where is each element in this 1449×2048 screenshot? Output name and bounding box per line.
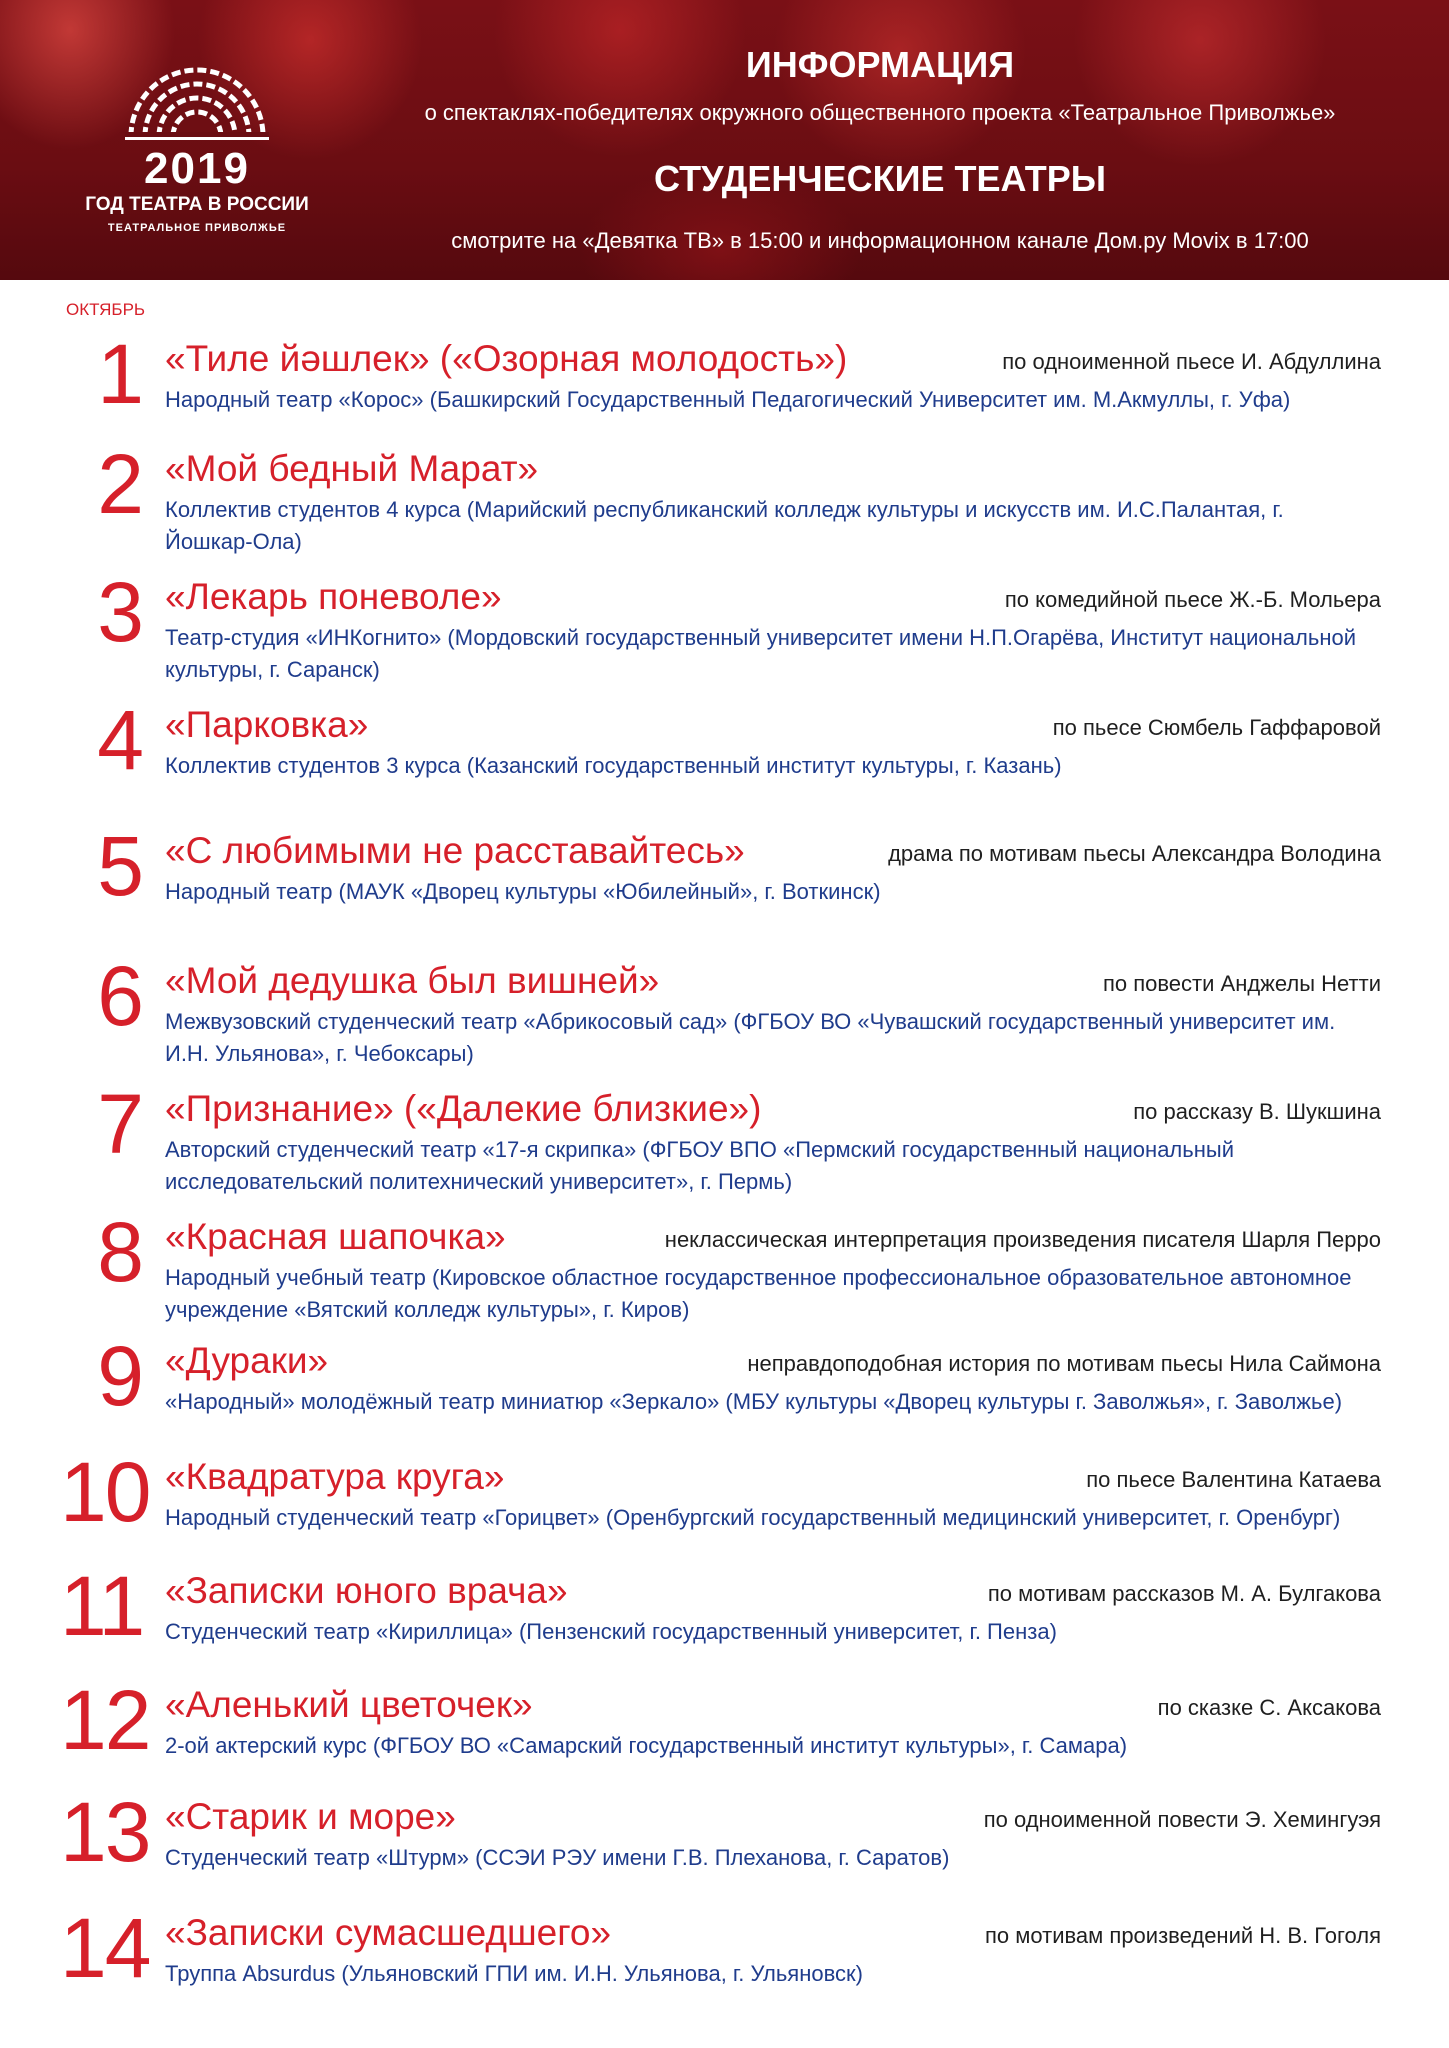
troupe-info: Коллектив студентов 4 курса (Марийский республиканский колледж культуры и искусств им. И.С.Палантая, г. Йошкар-Ола) xyxy=(165,497,1284,554)
play-title: «Признание» («Далекие близкие») xyxy=(165,1088,762,1129)
entry-number: 3 xyxy=(97,565,142,659)
logo-year: 2019 xyxy=(144,144,250,193)
play-title: «С любимыми не расставайтесь» xyxy=(165,830,745,871)
troupe-info: Межвузовский студенческий театр «Абрикосовый сад» (ФГБОУ ВО «Чувашский государственный университет им. И.Н. Ульянова», г. Чебоксары) xyxy=(165,1009,1336,1066)
play-author: неправдоподобная история по мотивам пьесы Нила Саймона xyxy=(747,1351,1381,1376)
play-title: «Аленький цветочек» xyxy=(165,1684,533,1725)
play-title: «Квадратура круга» xyxy=(165,1456,505,1497)
play-author: по одноименной пьесе И. Абдуллина xyxy=(1002,349,1381,374)
entry-number: 7 xyxy=(97,1077,142,1171)
play-author: по пьесе Сюмбель Гаффаровой xyxy=(1052,715,1381,740)
troupe-info: Народный студенческий театр «Горицвет» (Оренбургский государственный медицинский университет, г. Оренбург) xyxy=(165,1505,1341,1530)
play-title: «Записки сумасшедшего» xyxy=(165,1912,612,1953)
troupe-info: 2-ой актерский курс (ФГБОУ ВО «Самарский государственный институт культуры», г. Самара) xyxy=(165,1733,1128,1758)
entry-number: 8 xyxy=(97,1205,142,1299)
play-author: неклассическая интерпретация произведения писателя Шарля Перро xyxy=(664,1227,1381,1252)
entry-number: 11 xyxy=(60,1559,144,1653)
troupe-info: Студенческий театр «Кириллица» (Пензенский государственный университет, г. Пенза) xyxy=(165,1619,1057,1644)
play-title: «Лекарь поневоле» xyxy=(165,576,502,617)
play-title: «Дураки» xyxy=(165,1340,329,1381)
logo-caption: ГОД ТЕАТРА В РОССИИ xyxy=(85,194,309,215)
play-title: «Тиле йәшлек» («Озорная молодость») xyxy=(165,338,848,379)
troupe-info: «Народный» молодёжный театр миниатюр «Зеркало» (МБУ культуры «Дворец культуры г. Заволжья», г. Заволжье) xyxy=(165,1389,1343,1414)
entry-number: 12 xyxy=(60,1673,150,1767)
play-author: по пьесе Валентина Катаева xyxy=(1086,1467,1381,1492)
theatre-hall-icon xyxy=(125,58,269,140)
play-author: по сказке С. Аксакова xyxy=(1157,1695,1381,1720)
troupe-info: Народный учебный театр (Кировское областное государственное профессиональное образовательное автономное учреждение «Вятский колледж культуры», г. Киров) xyxy=(165,1265,1352,1322)
entry-number: 6 xyxy=(97,949,142,1043)
play-author: драма по мотивам пьесы Александра Володина xyxy=(888,841,1381,866)
troupe-info: Народный театр (МАУК «Дворец культуры «Юбилейный», г. Воткинск) xyxy=(165,879,881,904)
play-author: по мотивам рассказов М. А. Булгакова xyxy=(987,1581,1381,1606)
entry-number: 10 xyxy=(60,1445,150,1539)
broadcast-info: смотрите на «Девятка ТВ» в 15:00 и информационном канале Дом.ру Movix в 17:00 xyxy=(451,228,1309,253)
troupe-info: Труппа Absurdus (Ульяновский ГПИ им. И.Н. Ульянова, г. Ульяновск) xyxy=(165,1961,863,1986)
play-author: по мотивам произведений Н. В. Гоголя xyxy=(984,1923,1381,1948)
play-author: по рассказу В. Шукшина xyxy=(1133,1099,1381,1124)
troupe-info: Коллектив студентов 3 курса (Казанский государственный институт культуры, г. Казань) xyxy=(165,753,1062,778)
logo xyxy=(62,58,332,248)
entry-number: 13 xyxy=(60,1785,150,1879)
entry-number: 2 xyxy=(97,437,142,531)
play-author: по комедийной пьесе Ж.-Б. Мольера xyxy=(1004,587,1381,612)
play-author: по повести Анджелы Нетти xyxy=(1102,971,1381,996)
month-label: ОКТЯБРЬ xyxy=(66,300,146,319)
entry-number: 9 xyxy=(97,1329,142,1423)
play-title: «Красная шапочка» xyxy=(165,1216,506,1257)
header-banner xyxy=(0,0,1449,280)
play-title: «Мой дедушка был вишней» xyxy=(165,960,660,1001)
entry-number: 5 xyxy=(97,819,142,913)
entry-number: 14 xyxy=(60,1901,150,1995)
page-title: ИНФОРМАЦИЯ xyxy=(745,44,1015,85)
play-title: «Парковка» xyxy=(165,704,369,745)
troupe-info: Авторский студенческий театр «17-я скрипка» (ФГБОУ ВПО «Пермский государственный национальный исследовательский политехнический университет», г. Пермь) xyxy=(165,1137,1234,1194)
play-author: по одноименной повести Э. Хемингуэя xyxy=(983,1807,1381,1832)
troupe-info: Народный театр «Корос» (Башкирский Государственный Педагогический Университет им. М.Акмуллы, г. Уфа) xyxy=(165,387,1291,412)
page-subtitle: о спектаклях-победителях окружного общественного проекта «Театральное Приволжье» xyxy=(424,100,1336,125)
entry-number: 4 xyxy=(97,693,142,787)
section-title: СТУДЕНЧЕСКИЕ ТЕАТРЫ xyxy=(654,158,1106,199)
play-title: «Старик и море» xyxy=(165,1796,456,1837)
troupe-info: Студенческий театр «Штурм» (ССЭИ РЭУ имени Г.В. Плеханова, г. Саратов) xyxy=(165,1845,950,1870)
troupe-info: Театр-студия «ИНКогнито» (Мордовский государственный университет имени Н.П.Огарёва, Институт национальной культуры, г. Саранск) xyxy=(165,625,1356,682)
play-title: «Мой бедный Марат» xyxy=(165,448,539,489)
entry-number: 1 xyxy=(97,327,142,421)
logo-subcaption: ТЕАТРАЛЬНОЕ ПРИВОЛЖЬЕ xyxy=(107,222,287,234)
play-title: «Записки юного врача» xyxy=(165,1570,568,1611)
